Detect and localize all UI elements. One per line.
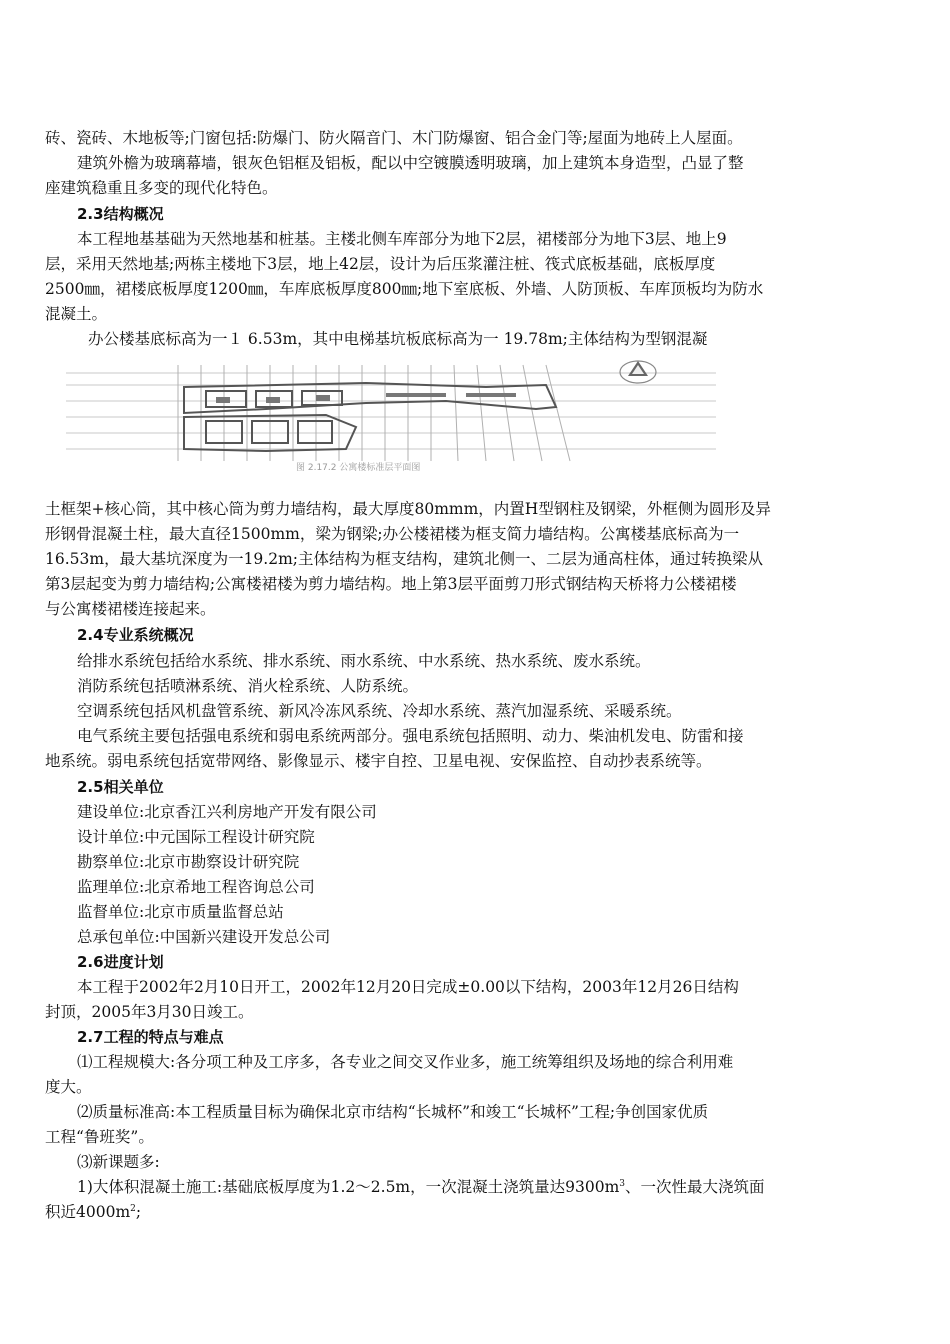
unit-line: 设计单位:中元国际工程设计研究院: [77, 828, 315, 846]
paragraph-line: 第3层起变为剪力墙结构;公寓楼裙楼为剪力墙结构。地上第3层平面剪刀形式钢结构天桥将力公楼裙楼: [45, 575, 737, 593]
north-arrow-icon: [618, 358, 658, 386]
paragraph-line: 16.53m，最大基坑深度为一19.2m;主体结构为框支结构，建筑北侧一、二层为通高柱体，通过转换梁从: [45, 550, 764, 568]
paragraph-line: [77, 1176, 765, 1198]
paragraph-line: 土框架+核心筒，其中核心筒为剪力墙结构，最大厚度80mmm，内置H型钢柱及钢梁，外框侧为圆形及异: [45, 500, 771, 518]
figure-caption: 图 2.17.2 公寓楼标准层平面图: [296, 463, 421, 473]
paragraph-line: 与公寓楼裙楼连接起来。: [45, 600, 216, 618]
paragraph-line: 层，采用天然地基;两栋主楼地下3层，地上42层，设计为后压浆灌注桩、筏式底板基础，底板厚度: [45, 255, 716, 273]
paragraph-line: 2500㎜，裙楼底板厚度1200㎜，车库底板厚度800㎜;地下室底板、外墙、人防顶板、车库顶板均为防水: [45, 280, 764, 298]
paragraph-line: 砖、瓷砖、木地板等;门窗包括:防爆门、防火隔音门、木门防爆窗、铝合金门等;屋面为地砖上人屋面。: [45, 129, 743, 147]
text-run: 积近4000m: [45, 1203, 131, 1221]
paragraph-line: 办公楼基底标高为一１ 6.53m，其中电梯基坑板底标高为一 19.78m;主体结构为型钢混凝: [88, 330, 708, 348]
paragraph-line: 给排水系统包括给水系统、排水系统、雨水系统、中水系统、热水系统、废水系统。: [77, 652, 651, 670]
section-heading: 2.6进度计划: [77, 953, 164, 971]
section-heading: 2.4专业系统概况: [77, 626, 194, 644]
text-run: 1)大体积混凝土施工:基础底板厚度为1.2～2.5m，一次混凝土浇筑量达9300m: [77, 1178, 620, 1196]
paragraph-line: ⑵质量标准高:本工程质量目标为确保北京市结构“长城杯”和竣工“长城杯”工程;争创国家优质: [77, 1103, 709, 1121]
unit-line: 总承包单位:中国新兴建设开发总公司: [77, 928, 331, 946]
unit-line: 勘察单位:北京市勘察设计研究院: [77, 853, 300, 871]
paragraph-line: 电气系统主要包括强电系统和弱电系统两部分。强电系统包括照明、动力、柴油机发电、防雷和接: [77, 727, 744, 745]
superscript: 2: [130, 1203, 136, 1214]
unit-line: 监理单位:北京希地工程咨询总公司: [77, 878, 315, 896]
paragraph-line: ⑴工程规模大:各分项工种及工序多，各专业之间交叉作业多，施工统筹组织及场地的综合利用难: [77, 1053, 734, 1071]
paragraph-line: 空调系统包括风机盘管系统、新风冷冻风系统、冷却水系统、蒸汽加湿系统、采暖系统。: [77, 702, 682, 720]
text-run: 、一次性最大浇筑面: [625, 1178, 765, 1196]
paragraph-line: ⑶新课题多:: [77, 1153, 160, 1171]
section-heading: 2.3结构概况: [77, 205, 164, 223]
superscript: 3: [619, 1178, 626, 1189]
paragraph-line: 消防系统包括喷淋系统、消火栓系统、人防系统。: [77, 677, 419, 695]
unit-line: 监督单位:北京市质量监督总站: [77, 903, 284, 921]
paragraph-line: 混凝土。: [45, 305, 108, 323]
paragraph-line: 度大。: [45, 1078, 92, 1096]
unit-line: 建设单位:北京香江兴利房地产开发有限公司: [77, 803, 377, 821]
paragraph-line: 本工程于2002年2月10日开工，2002年12月20日完成±0.00以下结构，2003年12月26日结构: [77, 978, 739, 996]
paragraph-line: 建筑外檐为玻璃幕墙，银灰色铝框及铝板，配以中空镀膜透明玻璃，加上建筑本身造型，凸显了整: [77, 154, 744, 172]
paragraph-line: 本工程地基基础为天然地基和桩基。主楼北侧车库部分为地下2层，裙楼部分为地下3层、地上9: [77, 230, 727, 248]
section-heading: 2.5相关单位: [77, 778, 164, 796]
paragraph-line: [45, 1201, 141, 1223]
paragraph-line: 封顶，2005年3月30日竣工。: [45, 1003, 254, 1021]
text-run: ;: [135, 1203, 142, 1221]
paragraph-line: 形钢骨混凝土柱，最大直径1500mm，梁为钢梁;办公楼裙楼为框支简力墙结构。公寓楼基底标高为一: [45, 525, 740, 543]
paragraph-line: 座建筑稳重且多变的现代化特色。: [45, 179, 278, 197]
paragraph-line: 地系统。弱电系统包括宽带网络、影像显示、楼宇自控、卫星电视、安保监控、自动抄表系统等。: [45, 752, 712, 770]
paragraph-line: 工程“鲁班奖”。: [45, 1128, 154, 1146]
section-heading: 2.7工程的特点与难点: [77, 1028, 224, 1046]
